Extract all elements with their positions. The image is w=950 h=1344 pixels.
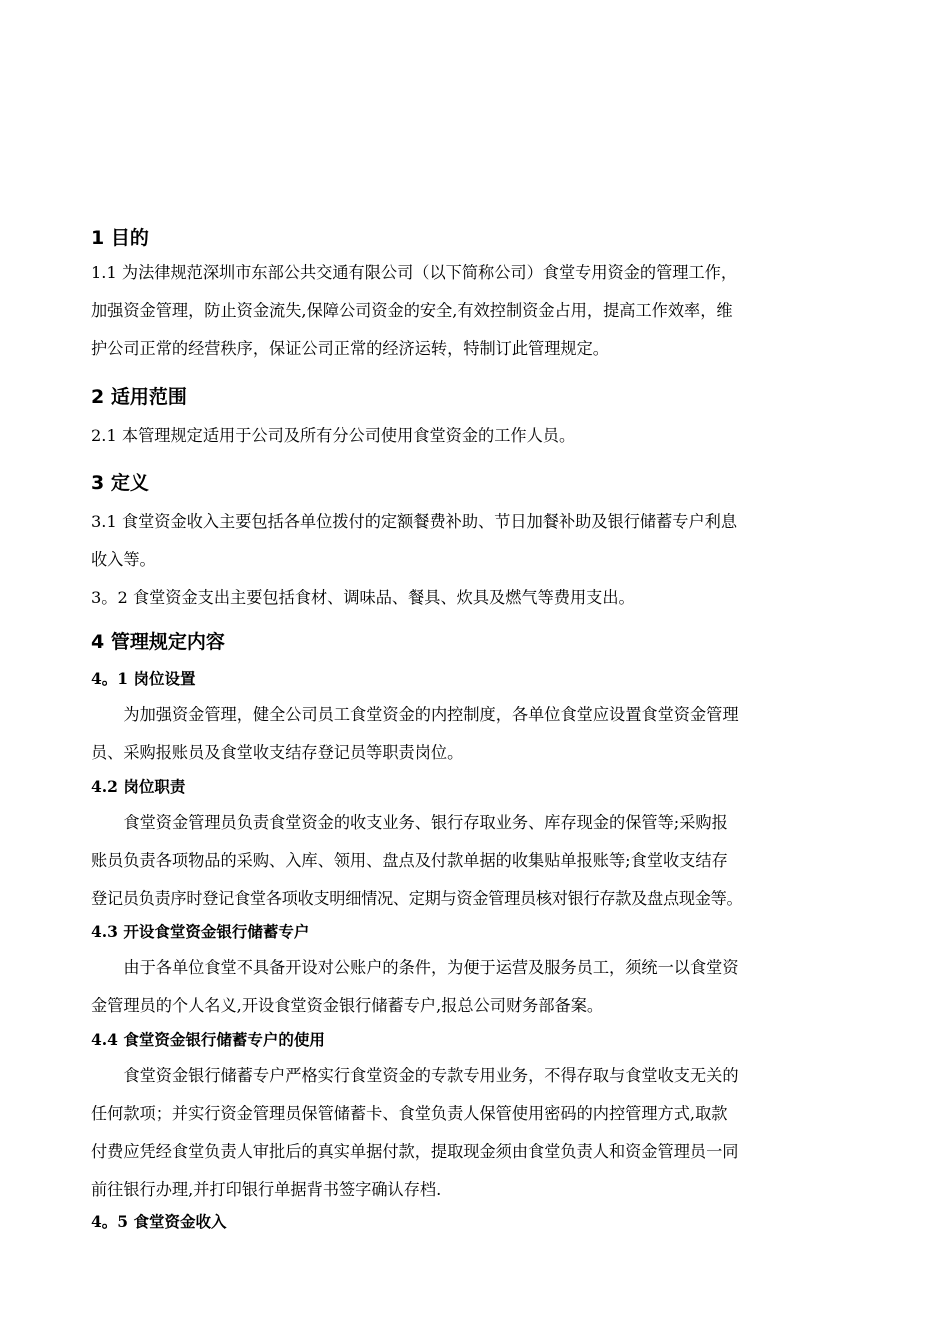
paragraph-line: 金管理员的个人名义,开设食堂资金银行储蓄专户,报总公司财务部备案。 bbox=[91, 996, 604, 1015]
subsection-heading-duties: 4.2 岗位职责 bbox=[91, 777, 186, 796]
paragraph-line: 食堂资金银行储蓄专户严格实行食堂资金的专款专用业务，不得存取与食堂收支无关的 bbox=[123, 1066, 739, 1085]
subsection-heading-income: 4。5 食堂资金收入 bbox=[91, 1212, 227, 1231]
subsection-heading-bank-account: 4.3 开设食堂资金银行储蓄专户 bbox=[91, 922, 310, 941]
paragraph-line: 3。2 食堂资金支出主要包括食材、调味品、餐具、炊具及燃气等费用支出。 bbox=[91, 588, 635, 607]
subsection-paragraph-duties bbox=[91, 804, 866, 918]
section-paragraph-scope bbox=[91, 417, 866, 455]
section-heading-management: 4 管理规定内容 bbox=[91, 631, 225, 653]
paragraph-line: 账员负责各项物品的采购、入库、领用、盘点及付款单据的收集贴单报账等;食堂收支结存 bbox=[91, 851, 728, 870]
paragraph-line: 登记员负责序时登记食堂各项收支明细情况、定期与资金管理员核对银行存款及盘点现金等。 bbox=[91, 889, 743, 908]
subsection-paragraph-account-usage bbox=[91, 1057, 866, 1209]
paragraph-line: 3.1 食堂资金收入主要包括各单位拨付的定额餐费补助、节日加餐补助及银行储蓄专户利息 bbox=[91, 512, 738, 531]
section-heading-purpose: 1 目的 bbox=[91, 227, 149, 249]
paragraph-line: 员、采购报账员及食堂收支结存登记员等职责岗位。 bbox=[91, 743, 464, 762]
subsection-heading-account-usage: 4.4 食堂资金银行储蓄专户的使用 bbox=[91, 1030, 325, 1049]
subsection-paragraph-bank-account bbox=[91, 949, 866, 1025]
paragraph-line: 护公司正常的经营秩序，保证公司正常的经济运转，特制订此管理规定。 bbox=[91, 339, 609, 358]
section-heading-scope: 2 适用范围 bbox=[91, 386, 187, 408]
paragraph-line: 2.1 本管理规定适用于公司及所有分公司使用食堂资金的工作人员。 bbox=[91, 426, 576, 445]
section-paragraph-definition bbox=[91, 503, 866, 617]
section-heading-definition: 3 定义 bbox=[91, 472, 149, 494]
paragraph-line: 1.1 为法律规范深圳市东部公共交通有限公司（以下简称公司）食堂专用资金的管理工作， bbox=[91, 263, 738, 282]
paragraph-line: 为加强资金管理，健全公司员工食堂资金的内控制度，各单位食堂应设置食堂资金管理 bbox=[123, 705, 739, 724]
paragraph-line: 食堂资金管理员负责食堂资金的收支业务、银行存取业务、库存现金的保管等;采购报 bbox=[123, 813, 728, 832]
section-paragraph-purpose bbox=[91, 254, 866, 368]
paragraph-line: 由于各单位食堂不具备开设对公账户的条件，为便于运营及服务员工，须统一以食堂资 bbox=[123, 958, 739, 977]
paragraph-line: 收入等。 bbox=[91, 550, 156, 569]
paragraph-line: 任何款项；并实行资金管理员保管储蓄卡、食堂负责人保管使用密码的内控管理方式,取款 bbox=[91, 1104, 728, 1123]
subsection-paragraph-positions bbox=[91, 696, 866, 772]
paragraph-line: 付费应凭经食堂负责人审批后的真实单据付款，提取现金须由食堂负责人和资金管理员一同 bbox=[91, 1142, 739, 1161]
subsection-heading-positions: 4。1 岗位设置 bbox=[91, 669, 196, 688]
paragraph-line: 前往银行办理,并打印银行单据背书签字确认存档. bbox=[91, 1180, 442, 1199]
paragraph-line: 加强资金管理，防止资金流失,保障公司资金的安全,有效控制资金占用，提高工作效率，维 bbox=[91, 301, 733, 320]
